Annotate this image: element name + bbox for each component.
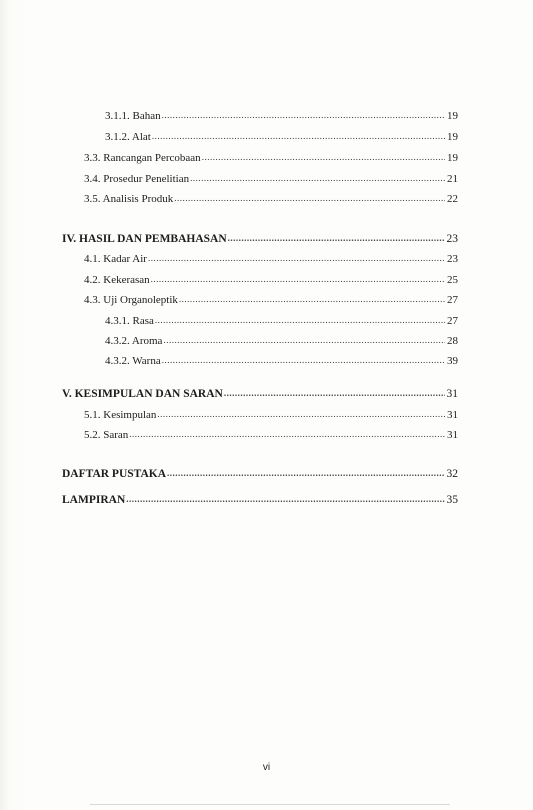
- dot-leader: [157, 406, 445, 422]
- toc-chapter-page: 23: [446, 233, 458, 245]
- toc-entry-title: 4.3.1. Rasa: [105, 315, 154, 327]
- toc-entry-kadar-air: [84, 251, 458, 267]
- toc-entry-rancangan-percobaan: [84, 150, 458, 166]
- toc-entry-title: 4.3.2. Aroma: [105, 335, 163, 347]
- toc-chapter-lampiran: [62, 492, 458, 508]
- dot-leader: [179, 291, 445, 307]
- dot-leader: [126, 491, 445, 507]
- toc-entry-kesimpulan: [84, 407, 458, 423]
- dot-leader: [148, 250, 445, 266]
- toc-entry-analisis-produk: [84, 191, 458, 207]
- toc-entry-page: 25: [447, 274, 458, 286]
- toc-entry-page: 22: [447, 193, 458, 205]
- toc-entry-page: 31: [447, 409, 458, 421]
- dot-leader: [162, 107, 445, 123]
- toc-entry-title: 5.2. Saran: [84, 429, 129, 441]
- dot-leader: [151, 271, 445, 287]
- dot-leader: [174, 190, 445, 206]
- toc-entry-aroma: [105, 333, 458, 349]
- toc-chapter-title: V. KESIMPULAN DAN SARAN: [62, 388, 223, 400]
- toc-chapter-daftar-pustaka: [62, 466, 458, 482]
- toc-entry-bahan: [105, 108, 458, 124]
- toc-entry-prosedur-penelitian: [84, 171, 458, 187]
- dot-leader: [224, 385, 445, 401]
- toc-entry-page: 39: [447, 355, 458, 367]
- toc-chapter-title: IV. HASIL DAN PEMBAHASAN: [62, 233, 227, 245]
- toc-chapter-page: 31: [446, 388, 458, 400]
- toc-entry-title: 4.3. Uji Organoleptik: [84, 294, 178, 306]
- toc-entry-uji-organoleptik: [84, 292, 458, 308]
- page-number: vi: [262, 762, 271, 773]
- toc-entry-title: 4.1. Kadar Air: [84, 253, 147, 265]
- dot-leader: [155, 312, 445, 328]
- toc-entry-warna: [105, 353, 458, 369]
- dot-leader: [228, 230, 445, 246]
- toc-entry-title: 5.1. Kesimpulan: [84, 409, 157, 421]
- toc-chapter-kesimpulan-dan-saran: [62, 386, 458, 402]
- toc-entry-title: 3.1.2. Alat: [105, 131, 151, 143]
- toc-chapter-hasil-dan-pembahasan: [62, 231, 458, 247]
- toc-entry-alat: [105, 129, 458, 145]
- dot-leader: [129, 426, 445, 442]
- dot-leader: [152, 128, 445, 144]
- toc-entry-page: 31: [447, 429, 458, 441]
- dot-leader: [162, 352, 445, 368]
- toc-entry-rasa: [105, 313, 458, 329]
- toc-entry-title: 3.3. Rancangan Percobaan: [84, 152, 201, 164]
- toc-entry-page: 19: [447, 110, 458, 122]
- toc-chapter-page: 32: [446, 468, 458, 480]
- toc-entry-page: 19: [447, 152, 458, 164]
- dot-leader: [163, 332, 445, 348]
- toc-entry-page: 19: [447, 131, 458, 143]
- toc-entry-title: 3.5. Analisis Produk: [84, 193, 174, 205]
- toc-entry-title: 3.1.1. Bahan: [105, 110, 161, 122]
- toc-chapter-title: DAFTAR PUSTAKA: [62, 468, 167, 480]
- toc-entry-saran: [84, 427, 458, 443]
- toc-entry-page: 27: [447, 315, 458, 327]
- toc-entry-page: 23: [447, 253, 458, 265]
- toc-chapter-title: LAMPIRAN: [62, 494, 126, 506]
- toc-entry-title: 3.4. Prosedur Penelitian: [84, 173, 190, 185]
- page-bottom-edge: [90, 804, 450, 805]
- toc-entry-title: 4.3.2. Warna: [105, 355, 161, 367]
- toc-entry-page: 21: [447, 173, 458, 185]
- dot-leader: [190, 170, 445, 186]
- toc-entry-page: 28: [447, 335, 458, 347]
- dot-leader: [202, 149, 445, 165]
- dot-leader: [167, 465, 445, 481]
- toc-entry-kekerasan: [84, 272, 458, 288]
- toc-chapter-page: 35: [446, 494, 458, 506]
- toc-entry-title: 4.2. Kekerasan: [84, 274, 150, 286]
- toc-entry-page: 27: [447, 294, 458, 306]
